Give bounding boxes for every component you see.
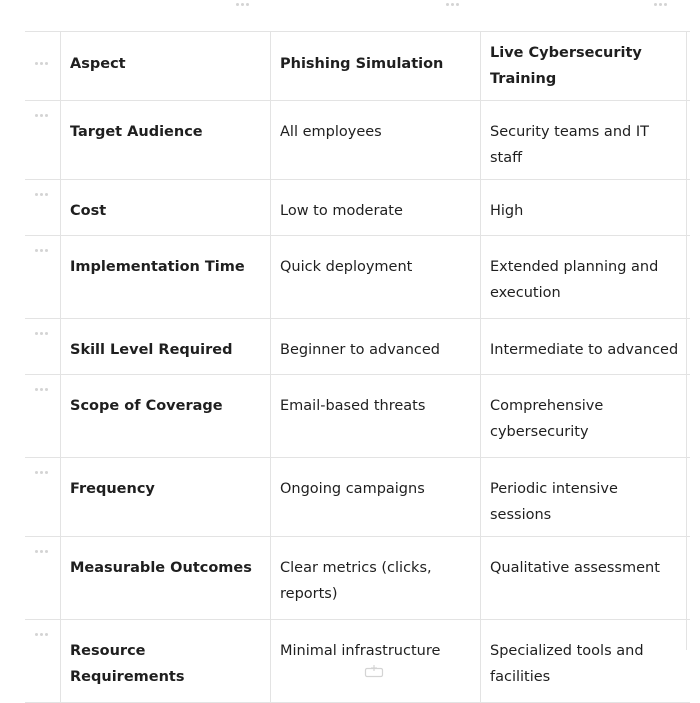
header-cell-live-cybersecurity-training[interactable] [481, 32, 691, 101]
table-row [25, 319, 690, 375]
cell-text: Specialized tools and facilities [490, 643, 644, 685]
add-row-icon[interactable] [364, 663, 384, 677]
cell-text: Implementation Time [70, 259, 245, 275]
cell-text: Qualitative assessment [490, 560, 660, 576]
drag-handle-icon[interactable] [35, 471, 48, 474]
cell-text: Periodic intensive sessions [490, 481, 618, 523]
drag-handle-icon[interactable] [35, 332, 48, 335]
cell-text: Cost [70, 203, 107, 219]
cell-text: Email-based threats [280, 398, 426, 414]
cell-text: Frequency [70, 481, 155, 497]
comparison-table [25, 31, 690, 703]
table-header-row [25, 32, 690, 101]
table-cell[interactable] [481, 458, 691, 537]
table-cell[interactable] [481, 101, 691, 180]
header-text: Aspect [70, 55, 126, 72]
cell-text: Resource Requirements [70, 643, 185, 685]
table-row [25, 101, 690, 180]
table-cell[interactable] [271, 180, 481, 236]
table-cell[interactable] [481, 537, 691, 620]
table-row [25, 458, 690, 537]
table-cell[interactable] [61, 458, 271, 537]
table-cell[interactable] [271, 620, 481, 703]
drag-handle-icon[interactable] [35, 114, 48, 117]
table-cell[interactable] [481, 620, 691, 703]
cell-text: Minimal infrastructure [280, 643, 441, 659]
table-cell[interactable] [481, 236, 691, 319]
row-handle-cell [25, 458, 61, 537]
column-handle-phishing[interactable] [442, 0, 462, 8]
table-cell[interactable] [271, 319, 481, 375]
cell-text: High [490, 203, 524, 219]
column-handle-live-training[interactable] [650, 0, 670, 8]
header-cell-aspect[interactable] [61, 32, 271, 101]
table-row [25, 537, 690, 620]
table-row [25, 620, 690, 703]
row-handle-cell [25, 319, 61, 375]
cell-text: Scope of Coverage [70, 398, 223, 414]
table-cell[interactable] [271, 458, 481, 537]
table-cell[interactable] [481, 180, 691, 236]
cell-text: Quick deployment [280, 259, 413, 275]
table-cell[interactable] [481, 375, 691, 458]
row-handle-cell [25, 537, 61, 620]
row-handle-cell [25, 375, 61, 458]
cell-text: Comprehensive cybersecurity [490, 398, 604, 440]
table-cell[interactable] [61, 101, 271, 180]
table-row [25, 375, 690, 458]
cell-text: Skill Level Required [70, 342, 233, 358]
table-cell[interactable] [271, 101, 481, 180]
cell-text: Security teams and IT staff [490, 124, 649, 166]
row-handle-cell [25, 32, 61, 101]
drag-handle-icon[interactable] [35, 388, 48, 391]
comparison-table-container [25, 31, 700, 703]
table-cell[interactable] [61, 375, 271, 458]
header-text: Live Cybersecurity Training [490, 45, 642, 87]
drag-handle-icon[interactable] [35, 249, 48, 252]
header-text: Phishing Simulation [280, 55, 444, 72]
cell-text: Measurable Outcomes [70, 560, 252, 576]
cell-text: All employees [280, 124, 382, 140]
column-handle-aspect[interactable] [232, 0, 252, 8]
drag-handle-icon[interactable] [35, 193, 48, 196]
table-cell[interactable] [271, 375, 481, 458]
row-handle-cell [25, 236, 61, 319]
cell-text: Extended planning and execution [490, 259, 659, 301]
cell-text: Ongoing campaigns [280, 481, 425, 497]
table-row [25, 236, 690, 319]
table-cell[interactable] [271, 236, 481, 319]
cell-text: Target Audience [70, 124, 203, 140]
table-row [25, 180, 690, 236]
row-handle-cell [25, 180, 61, 236]
table-cell[interactable] [481, 319, 691, 375]
table-cell[interactable] [61, 319, 271, 375]
cell-text: Clear metrics (clicks, reports) [280, 560, 432, 602]
table-cell[interactable] [271, 537, 481, 620]
header-cell-phishing-simulation[interactable] [271, 32, 481, 101]
table-cell[interactable] [61, 537, 271, 620]
table-cell[interactable] [61, 236, 271, 319]
row-handle-cell [25, 101, 61, 180]
table-cell[interactable] [61, 180, 271, 236]
table-cell[interactable] [61, 620, 271, 703]
table-right-edge [686, 31, 687, 650]
drag-handle-icon[interactable] [35, 62, 48, 65]
cell-text: Low to moderate [280, 203, 403, 219]
cell-text: Beginner to advanced [280, 342, 440, 358]
drag-handle-icon[interactable] [35, 633, 48, 636]
row-handle-cell [25, 620, 61, 703]
drag-handle-icon[interactable] [35, 550, 48, 553]
cell-text: Intermediate to advanced [490, 342, 679, 358]
